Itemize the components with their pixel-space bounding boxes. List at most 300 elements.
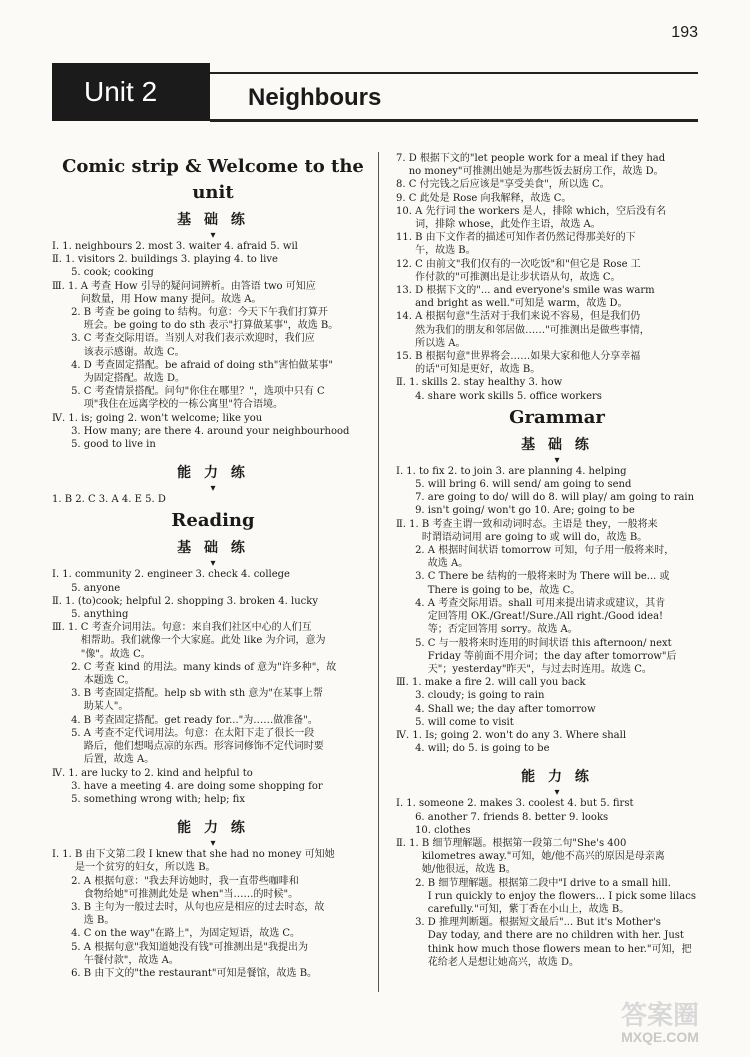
answer-line: C 考查情景搭配。问句"你住在哪里？"，选项中只有 C (83, 386, 325, 398)
answer-number: 3. (396, 917, 428, 929)
answer-line: 故选 A。 (427, 558, 469, 570)
answer-text (84, 332, 374, 358)
page-number: 193 (671, 24, 698, 41)
answer-line: 班会。be going to do sth 表示"打算做某事"，故选 B。 (83, 320, 339, 332)
answer-line: anything (83, 609, 129, 621)
subsection-title: 能 力 练 ▾ (52, 818, 374, 838)
answer-item (396, 597, 718, 637)
answer-item (396, 742, 718, 755)
answer-text (428, 544, 718, 570)
answer-line: C 与一般将来时连用的时间状语 this afternoon/ next (427, 637, 672, 649)
answer-number: 14. (396, 311, 416, 323)
answer-number: 2. (52, 307, 84, 319)
answer-item (396, 376, 718, 389)
answer-item (52, 582, 374, 595)
answer-text (84, 780, 374, 793)
answer-line: 食物给她"可推测此处是 when"当……的时候"。 (83, 888, 299, 900)
answer-item (396, 703, 718, 716)
answer-line: 她/他很远，故选 B。 (421, 864, 516, 876)
answer-line: good to live in (83, 439, 156, 451)
answer-item (52, 727, 374, 767)
answer-number: 5. (52, 941, 84, 953)
answer-line: 所以选 A。 (415, 337, 466, 349)
answer-text (428, 811, 718, 824)
right-column (396, 152, 718, 969)
answer-number: 15. (396, 351, 416, 363)
answer-text (75, 848, 374, 874)
answer-number: Ⅱ. 1. (52, 254, 78, 266)
answer-number: Ⅰ. 1. (52, 569, 76, 581)
spacer (396, 755, 718, 763)
answer-item (396, 811, 718, 824)
subsection-title: 基 础 练 ▾ (52, 210, 374, 230)
answer-line: 选 B。 (83, 915, 115, 927)
answer-text (434, 824, 718, 837)
answer-item (52, 901, 374, 927)
answer-item (52, 875, 374, 901)
answer-line: 花给老人是想让她高兴，故选 D。 (427, 956, 579, 968)
answer-text (428, 637, 718, 677)
answer-item (396, 192, 718, 205)
answer-text (422, 518, 718, 544)
answer-number: 3. (396, 571, 428, 583)
answer-number: 3. (396, 690, 428, 702)
answer-item (52, 780, 374, 793)
answer-item (396, 504, 718, 517)
answer-line: 然为我们的朋友和邻居做……"可推测出是做些事情， (415, 324, 650, 336)
answer-line: A 先行词 the workers 是人，排除 which，空后没有名 (415, 205, 667, 217)
answer-line: C 考查交际用语。当别人对我们表示欢迎时，我们应 (83, 333, 315, 345)
answer-text (428, 491, 718, 504)
answer-item (396, 478, 718, 491)
answer-item (52, 306, 374, 332)
answer-line: 本题选 C。 (83, 675, 135, 687)
answer-text (84, 266, 374, 279)
answer-text (409, 152, 718, 178)
answer-item (52, 438, 374, 451)
answer-line: 午，故选 B。 (415, 245, 476, 257)
answer-number: 5. (396, 716, 428, 728)
answer-line: kilometres away."可知，她/他不高兴的原因是母亲离 (421, 851, 665, 863)
answer-text (428, 689, 718, 702)
answer-text (81, 412, 374, 425)
answer-item (396, 637, 718, 677)
answer-item (396, 491, 718, 504)
answer-number: Ⅱ. 1. (396, 377, 422, 389)
answer-item (396, 390, 718, 403)
answer-text (425, 676, 718, 689)
answer-number: 4. (396, 597, 428, 609)
answer-line: A 考查交际用语。shall 可用来提出请求或建议，其肯 (427, 597, 666, 609)
answer-line: B 由下文作者的描述可知作者仍然记得那美好的下 (415, 232, 636, 244)
answer-item (52, 793, 374, 806)
answer-text (81, 280, 374, 306)
answer-line: Day today, and there are no children with her. Just (427, 930, 684, 942)
answer-line: C 付完钱之后应该是"享受美食"，所以选 C。 (408, 179, 610, 191)
answer-number: Ⅰ. 1. (396, 798, 420, 810)
answer-number: 10. (396, 824, 435, 836)
answer-text (422, 837, 718, 877)
answer-line: are going to do/ will do 8. will play/ am going to rain (427, 492, 695, 504)
answer-line: (to)cook; helpful 2. shopping 3. broken 4. lucky (77, 595, 318, 607)
answer-line: A 根据时间状语 tomorrow 可知，句子用一般将来时， (427, 545, 675, 557)
spacer (52, 806, 374, 814)
answer-line: D 考查固定搭配。be afraid of doing sth"害怕做某事" (83, 359, 334, 371)
answer-line: cook; cooking (83, 267, 154, 279)
answer-text (419, 465, 718, 478)
answer-text (428, 478, 718, 491)
answer-number: 5. (52, 386, 84, 398)
answer-number: 5. (396, 637, 428, 649)
answer-line: B 考查固定搭配。get ready for..."为……做准备"。 (83, 714, 318, 726)
answer-line: 路后，他们想喝点凉的东西。形容词修饰不定代词时要 (83, 741, 324, 753)
answer-number: 5. (52, 439, 84, 451)
answer-text (84, 661, 374, 687)
answer-text (428, 597, 718, 637)
answer-number: Ⅰ. 1. (52, 241, 76, 252)
answer-number: Ⅲ. 1. (52, 622, 81, 634)
answer-text (428, 703, 718, 716)
answer-number: 4. (52, 928, 84, 940)
answer-line: is; going 2. won't welcome; like you (81, 412, 263, 424)
answer-item (52, 385, 374, 411)
answer-text (81, 767, 374, 780)
watermark-brand: 答案圈 (620, 1000, 699, 1030)
answer-item (52, 941, 374, 967)
answer-line: C 考查介词用法。句意：来自我们社区中心的人们互 (80, 622, 312, 634)
answer-item (396, 916, 718, 969)
answer-line: and bright as well."可知是 warm，故选 D。 (415, 298, 628, 310)
answer-line: 项"我住在远离学校的一栋公寓里"符合语境。 (83, 399, 283, 411)
answer-text (84, 306, 374, 332)
answer-text (415, 258, 718, 284)
left-column (52, 152, 374, 980)
answer-item (52, 280, 374, 306)
answer-text (84, 875, 374, 901)
answer-number: 4. (396, 703, 428, 715)
answer-text (415, 205, 718, 231)
answer-number: 5. (396, 479, 428, 491)
answer-text (81, 621, 374, 661)
answer-number: 2. (396, 877, 428, 889)
answer-text (84, 582, 374, 595)
subsection-title: 基 础 练 ▾ (52, 538, 374, 558)
answer-text (84, 927, 374, 940)
answer-item (396, 310, 718, 350)
answer-line: make a fire 2. will call you back (424, 677, 586, 689)
section-title: Comic strip & Welcome to the unit (62, 156, 364, 203)
answer-text (84, 385, 374, 411)
answer-number: 6. (396, 811, 428, 823)
answer-number: Ⅲ. 1. (396, 677, 425, 689)
answer-line: B 细节理解题。根据第一段第二句"She's 400 (421, 837, 627, 849)
answer-number: Ⅱ. 1. (52, 595, 78, 607)
answer-line: B 考查固定搭配。help sb with sth 意为"在某事上帮 (83, 688, 323, 700)
subsection-title: 能 力 练 ▾ (396, 767, 718, 787)
answer-number: 3. (52, 425, 84, 437)
answer-number: 2. (52, 661, 84, 673)
answer-text (84, 901, 374, 927)
answer-number: Ⅳ. 1. (52, 412, 82, 424)
subsection-title: 基 础 练 ▾ (396, 435, 718, 455)
answer-number: 3. (52, 901, 84, 913)
answer-line: C There be 结构的一般将来时为 There will be... 或 (427, 571, 670, 583)
answer-line: carefully."可知，紫丁香在小山上，故选 B。 (427, 903, 630, 915)
answer-line: "像"。故选 C。 (80, 648, 151, 660)
answer-line: 午餐付款"，故选 A。 (83, 954, 179, 966)
answer-number: Ⅱ. 1. (396, 518, 422, 530)
answer-text (84, 687, 374, 713)
answer-item (396, 258, 718, 284)
answer-line: A 根据句意"我知道她没有钱"可推测出是"我提出为 (83, 941, 308, 953)
answer-line: B 细节理解题。根据第二段中"I drive to a small hill. (427, 877, 671, 889)
answer-item (52, 595, 374, 608)
answer-line: community 2. engineer 3. check 4. college (75, 569, 290, 581)
answer-line: 为固定搭配。故选 D。 (83, 373, 185, 385)
answer-item (396, 231, 718, 257)
answer-item (52, 927, 374, 940)
answer-line: Is; going 2. won't do any 3. Where shall (425, 729, 627, 741)
answer-number: 6. (52, 967, 84, 979)
answer-number: 4. (396, 390, 428, 402)
answer-line: A 考查不定代词用法。句意：在太阳下走了很长一段 (83, 727, 315, 739)
answer-line: will; do 5. is going to be (427, 743, 550, 755)
answer-line: 相帮助。我们就像一个大家庭。此处 like 为介词，意为 (80, 635, 326, 647)
answer-line: A 根据句意"生活对于我们来说不容易，但是我们仍 (415, 311, 641, 323)
answer-number: 10. (396, 205, 416, 217)
answer-line: C 此处是 Rose 向我解释，故选 C。 (408, 192, 572, 204)
answer-text (415, 310, 718, 350)
answer-item (396, 178, 718, 191)
answer-number: 5. (52, 727, 84, 739)
answer-line: 该表示感谢。故选 C。 (83, 346, 185, 358)
answer-line: anyone (83, 582, 121, 594)
answer-text (84, 608, 374, 621)
answer-line: 的话"可知是更好，故选 B。 (415, 364, 541, 376)
answer-text (415, 231, 718, 257)
answer-item (52, 621, 374, 661)
answer-item (396, 544, 718, 570)
answer-number: 3. (52, 688, 84, 700)
answer-line: How many; are there 4. around your neighbourhood (83, 425, 350, 437)
answer-item (396, 689, 718, 702)
answer-line: will bring 6. will send/ am going to send (427, 479, 632, 491)
answer-item (52, 608, 374, 621)
answer-item (52, 332, 374, 358)
answer-item (396, 518, 718, 544)
answer-number: 5. (52, 793, 84, 805)
answer-item (396, 877, 718, 917)
answer-number: 9. (396, 505, 428, 517)
answer-line: A 考查 How 引导的疑问词辨析。由答语 two 可知应 (80, 280, 316, 292)
answer-line: have a meeting 4. are doing some shopping for (83, 780, 323, 792)
answer-number: 4. (396, 743, 428, 755)
answer-item (52, 412, 374, 425)
answer-item (52, 714, 374, 727)
answer-line: C 考查 kind 的用法。many kinds of 意为"许多种"，故 (83, 661, 337, 673)
answer-number: 11. (396, 232, 416, 244)
answer-item (396, 284, 718, 310)
answer-item (52, 253, 374, 266)
answer-text (84, 714, 374, 727)
answer-line: B 根据句意"世界将会……如果大家和他人分享幸福 (415, 351, 641, 363)
answer-line: D 推理判断题。根据短文最后"... But it's Mother's (427, 917, 661, 929)
answer-text (428, 916, 718, 969)
answer-line: 等；否定回答用 sorry。故选 A。 (427, 624, 578, 636)
answer-line: 1. B 2. C 3. A 4. E 5. D (52, 494, 166, 506)
answer-line: 时谓语动词用 are going to 或 will do，故选 B。 (421, 531, 648, 543)
answer-line: B 由下文第二段 I knew that she had no money 可知她 (75, 849, 335, 861)
answer-text (428, 716, 718, 729)
watermark-url: MXQE.COM (621, 1029, 699, 1045)
answer-line: 是一个贫穷的妇女，所以选 B。 (75, 862, 216, 874)
answer-number: 9. (396, 192, 409, 204)
answer-number: 7. (396, 153, 409, 164)
answer-item (396, 205, 718, 231)
answer-line: Shall we; the day after tomorrow (427, 703, 596, 715)
answer-line: 助某人"。 (83, 701, 129, 713)
answer-line: another 7. friends 8. better 9. looks (427, 811, 609, 823)
answer-number: 2. (396, 545, 428, 557)
answer-number: Ⅲ. 1. (52, 280, 81, 292)
answer-line: B 主句为一般过去时，从句也应是相应的过去时态，故 (83, 901, 325, 913)
answer-item (396, 837, 718, 877)
answer-line: 后置，故选 A。 (83, 754, 155, 766)
answer-line: Friday 等前面不用介词；the day after tomorrow"后 (427, 650, 677, 662)
answer-number: 5. (52, 267, 84, 279)
answer-item (396, 716, 718, 729)
unit-label: Unit 2 (52, 63, 210, 121)
answer-line: think how much those flowers mean to her."可知，把 (427, 943, 692, 955)
answer-line: B 考查 be going to 结构。句意：今天下午我们打算开 (83, 307, 328, 319)
answer-item (52, 425, 374, 438)
answer-item (396, 824, 718, 837)
answer-number: 4. (52, 714, 84, 726)
answer-line: I run quickly to enjoy the flowers... I pick some lilacs (427, 890, 696, 902)
answer-item (52, 359, 374, 385)
answer-text (75, 568, 374, 581)
answer-line: clothes (434, 824, 471, 836)
answer-line: B 由下文的"the restaurant"可知是餐馆，故选 B。 (83, 967, 318, 979)
answer-number: 2. (52, 875, 84, 887)
answer-text (409, 178, 718, 191)
answer-line: cloudy; is going to rain (427, 690, 545, 702)
answer-line: isn't going/ won't go 10. Are; going to be (427, 505, 635, 517)
answer-text (415, 284, 718, 310)
answer-line: There is going to be，故选 C。 (427, 584, 581, 596)
answer-number: 5. (52, 609, 84, 621)
answer-line: visitors 2. buildings 3. playing 4. to live (77, 254, 278, 266)
answer-line: D 根据下文的"let people work for a meal if they had (408, 153, 666, 164)
answer-number: 3. (52, 780, 84, 792)
column-divider (378, 152, 379, 992)
answer-text (409, 192, 718, 205)
answer-line: 定回答用 OK./Great!/Sure./All right./Good idea! (427, 611, 664, 623)
answer-line: will come to visit (427, 716, 514, 728)
answer-line: are lucky to 2. kind and helpful to (81, 767, 253, 779)
answer-text (428, 504, 718, 517)
subsection-title: 能 力 练 ▾ (52, 463, 374, 483)
header-rule-top (210, 72, 698, 74)
answer-line: skills 2. stay healthy 3. how (421, 377, 563, 389)
answer-number: 12. (396, 258, 416, 270)
answer-item (396, 350, 718, 376)
unit-title: Neighbours (248, 84, 382, 111)
answer-line: C 由前文"我们仅有的一次吃饭"和"但它是 Rose 工 (415, 258, 641, 270)
answer-line: D 根据下文的"... and everyone's smile was warm (415, 285, 655, 297)
answer-number: Ⅳ. 1. (52, 767, 82, 779)
answer-number: Ⅰ. 1. (396, 465, 420, 477)
answer-text (422, 376, 718, 389)
answer-line: neighbours 2. most 3. waiter 4. afraid 5. wil (75, 241, 298, 252)
answer-number: 7. (396, 492, 428, 504)
answer-text (84, 438, 374, 451)
answer-text (428, 570, 718, 596)
answer-number: Ⅰ. 1. (52, 849, 76, 861)
answer-text (428, 877, 718, 917)
answer-item (52, 967, 374, 980)
answer-item (52, 661, 374, 687)
answer-item (52, 767, 374, 780)
answer-item (52, 687, 374, 713)
answer-line: no money"可推测出她是为那些饭去厨房工作，故选 D。 (408, 166, 664, 178)
answer-text (78, 253, 374, 266)
answer-line: to fix 2. to join 3. are planning 4. helping (419, 465, 627, 477)
answer-text (84, 941, 374, 967)
answer-item (52, 266, 374, 279)
answer-line: B 考查主谓一致和动词时态。主语是 they，一般将来 (421, 518, 658, 530)
answer-line: C on the way"在路上"，为固定短语，故选 C。 (83, 928, 301, 940)
answer-number: 4. (52, 359, 84, 371)
answer-line: 词，排除 whose，此处作主语，故选 A。 (415, 219, 601, 231)
answer-text (428, 390, 718, 403)
answer-item (396, 152, 718, 178)
answer-text (415, 350, 718, 376)
answer-line: A 根据句意："我去拜访她时，我一直带些咖啡和 (83, 875, 299, 887)
watermark (600, 1001, 720, 1045)
spacer (52, 451, 374, 459)
answer-number: 5. (52, 582, 84, 594)
answer-item (396, 676, 718, 689)
answer-number: Ⅳ. 1. (396, 729, 426, 741)
answer-text (428, 742, 718, 755)
answer-text (84, 793, 374, 806)
answer-item (396, 570, 718, 596)
section-title: Grammar (509, 406, 605, 428)
section-title: Reading (171, 510, 255, 532)
answer-number: 3. (52, 333, 84, 345)
answer-text (419, 797, 718, 810)
answer-line: someone 2. makes 3. coolest 4. but 5. first (419, 798, 634, 810)
answer-text (78, 595, 374, 608)
answer-text (84, 359, 374, 385)
answer-text (84, 727, 374, 767)
answer-line: 问数量，用 How many 提问。故选 A。 (80, 293, 262, 305)
answer-item (396, 729, 718, 742)
header-rule-bottom (210, 119, 698, 122)
answer-line: share work skills 5. office workers (427, 390, 602, 402)
answer-number: 13. (396, 285, 416, 297)
answer-text (84, 967, 374, 980)
answer-line: 天"；yesterday"昨天"，与过去时连用。故选 C。 (427, 663, 652, 675)
answer-text (425, 729, 718, 742)
answer-line: something wrong with; help; fix (83, 793, 245, 805)
answer-number: 8. (396, 179, 409, 191)
answer-text (75, 240, 374, 253)
answer-text (84, 425, 374, 438)
answer-number: Ⅱ. 1. (396, 837, 422, 849)
answer-line: 作付款的"可推测出是让步状语从句，故选 C。 (415, 271, 621, 283)
